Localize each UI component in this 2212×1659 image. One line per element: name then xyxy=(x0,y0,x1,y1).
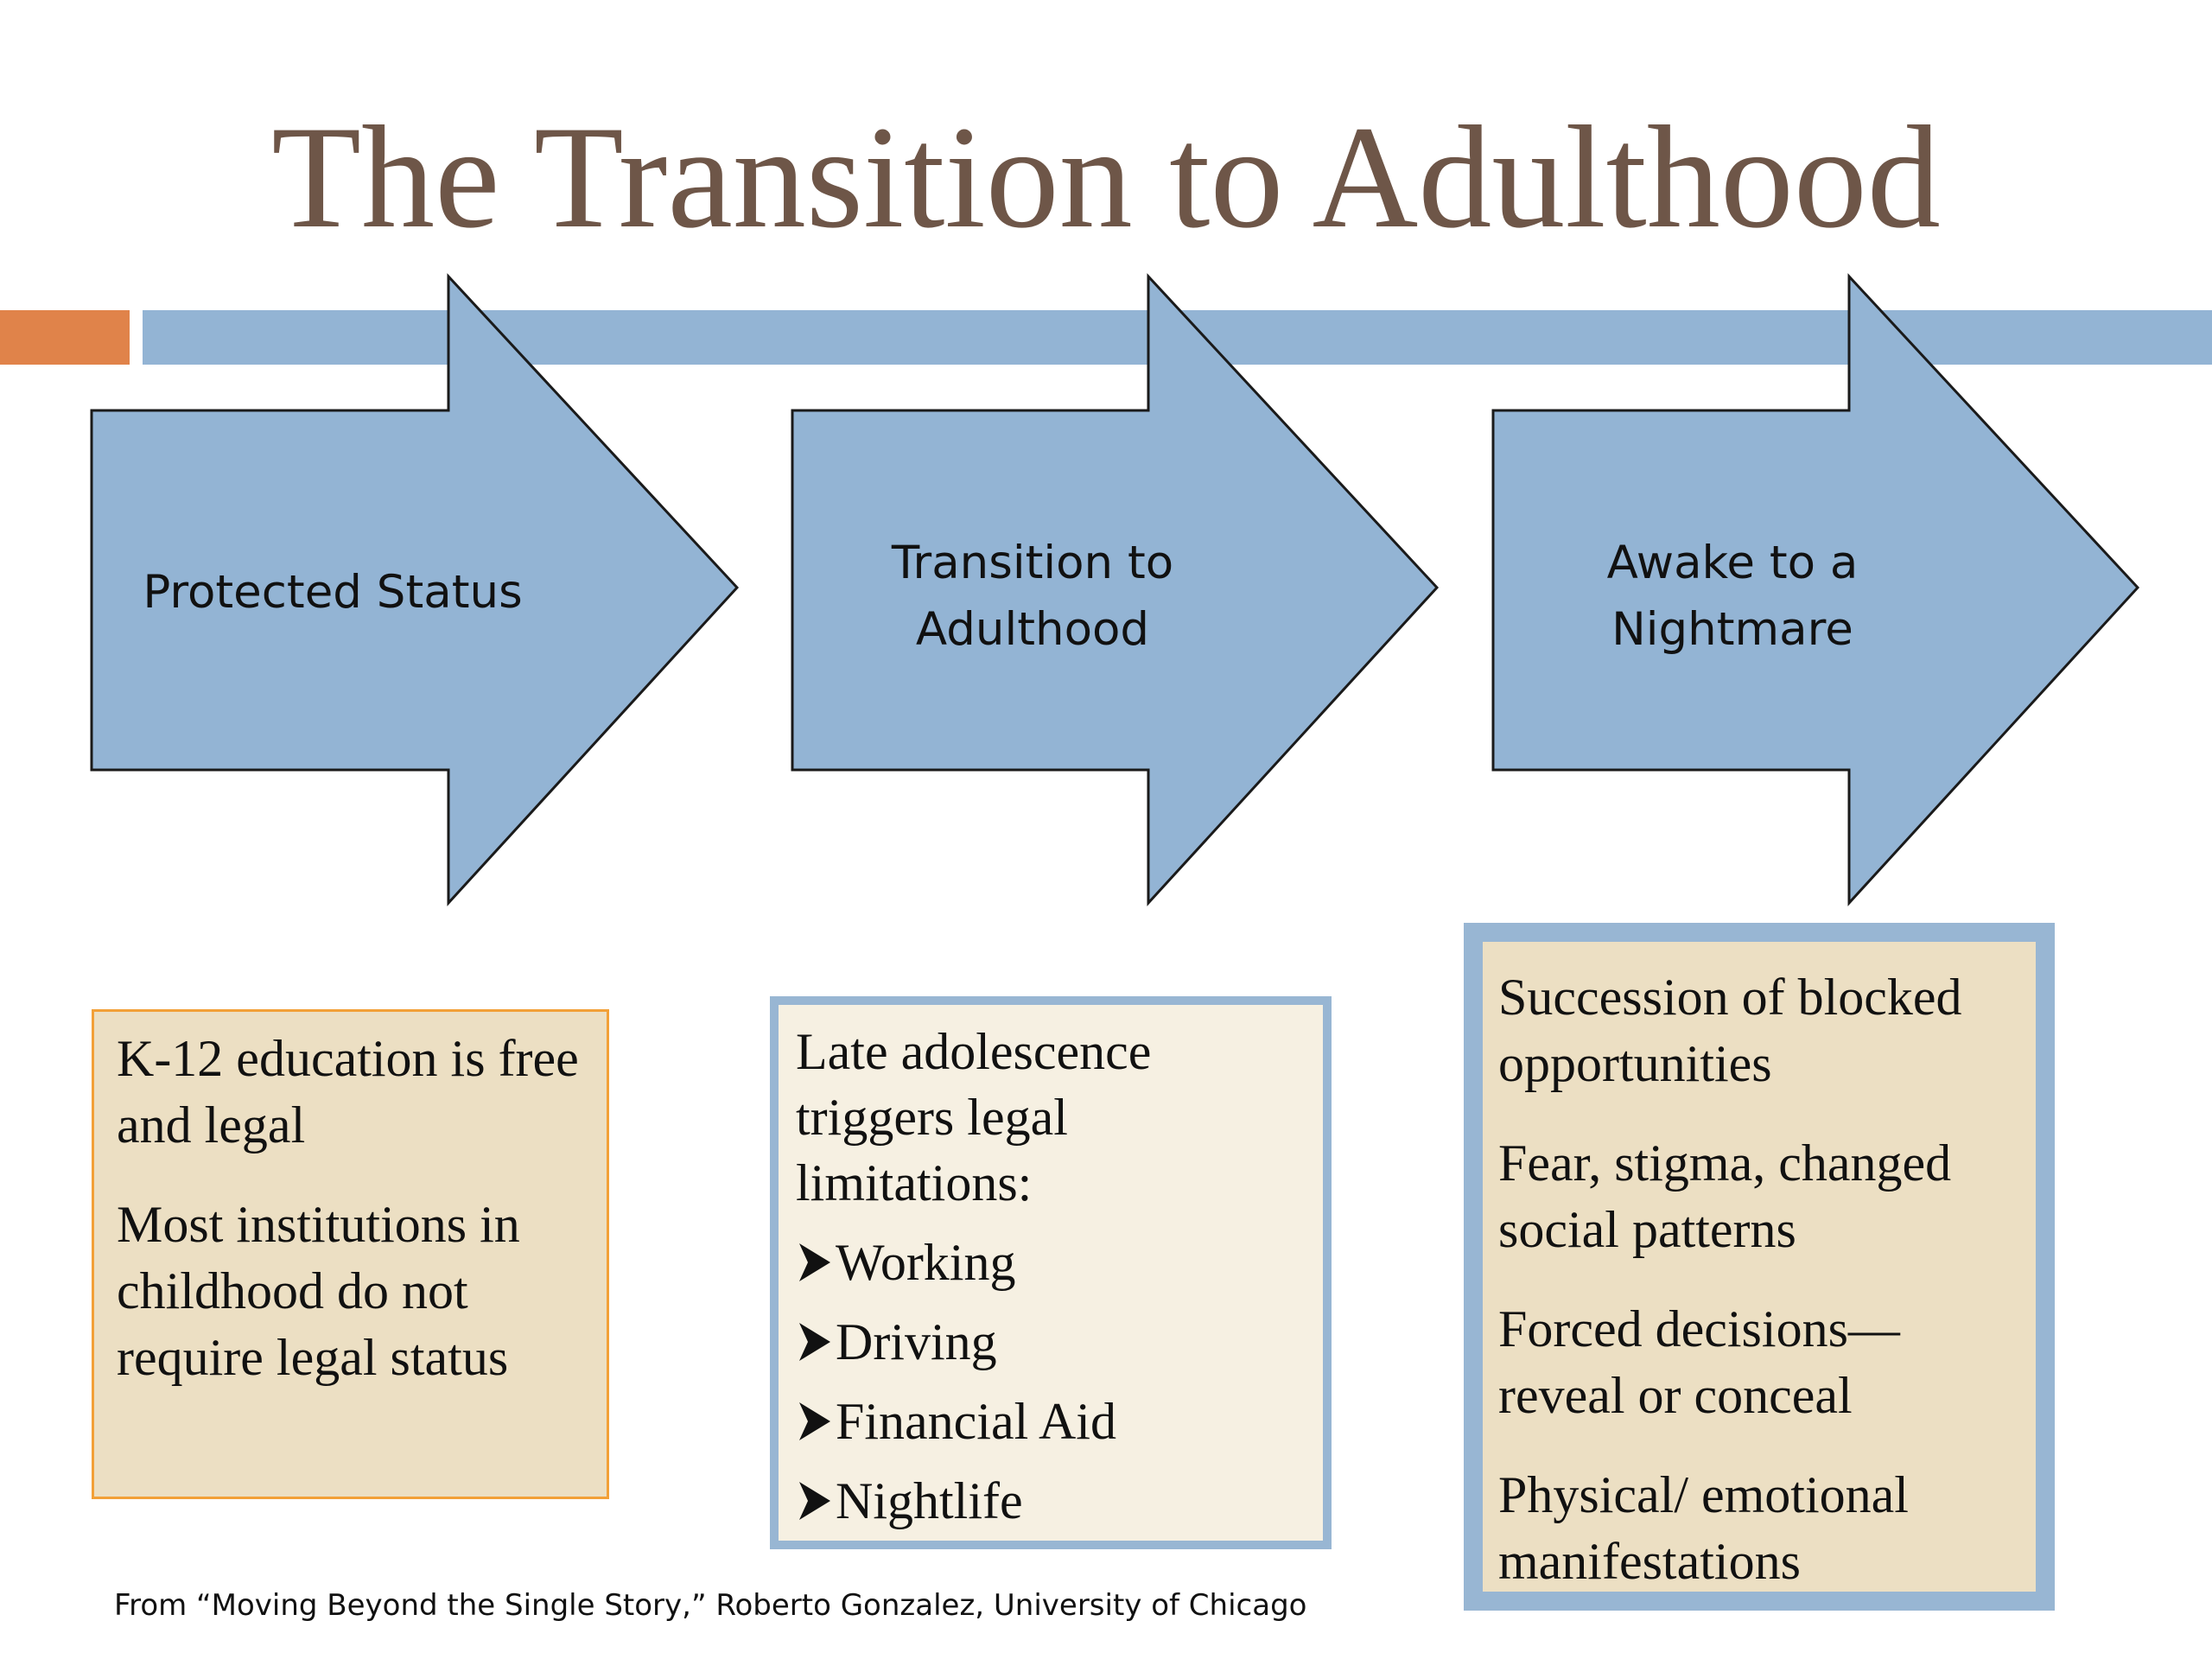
bullet-text: Financial Aid xyxy=(836,1393,1116,1450)
box3-paragraph-2: Fear, stigma, changed social patterns xyxy=(1498,1135,1952,1258)
slide-title: The Transition to Adulthood xyxy=(271,96,1941,258)
box1-paragraph-2: Most institutions in childhood do not require legal status xyxy=(117,1196,520,1386)
arrow-label-3: Awake to a Nightmare xyxy=(1606,537,1859,656)
arrow-bullet-icon xyxy=(796,1477,834,1525)
list-item xyxy=(796,1389,1311,1454)
bullet-text: Nightlife xyxy=(836,1472,1023,1529)
list-item xyxy=(796,1230,1311,1295)
box3-paragraph-1: Succession of blocked opportunities xyxy=(1498,969,1962,1092)
bullet-text: Driving xyxy=(836,1313,997,1370)
arrow-bullet-icon xyxy=(796,1238,834,1287)
arrow-label-2: Transition to Adulthood xyxy=(891,537,1174,656)
bullet-text: Working xyxy=(836,1234,1016,1291)
nightmare-box xyxy=(1464,923,2055,1611)
arrow-bullet-icon xyxy=(796,1397,834,1446)
source-footnote: From “Moving Beyond the Single Story,” Roberto Gonzalez, University of Chicago xyxy=(114,1588,1307,1623)
box2-intro: Late adolescence triggers legal limitations: xyxy=(796,1023,1152,1211)
box3-paragraph-3: Forced decisions—reveal or conceal xyxy=(1498,1300,1900,1424)
legal-limitations-box xyxy=(770,996,1332,1549)
list-item xyxy=(796,1309,1311,1375)
list-item xyxy=(796,1468,1311,1534)
box1-paragraph-1: K-12 education is free and legal xyxy=(117,1030,579,1154)
box3-paragraph-4: Physical/ emotional manifestations xyxy=(1498,1466,1909,1590)
arrow-label-1: Protected Status xyxy=(143,565,523,619)
arrow-bullet-icon xyxy=(796,1318,834,1366)
protected-status-box xyxy=(92,1009,609,1499)
